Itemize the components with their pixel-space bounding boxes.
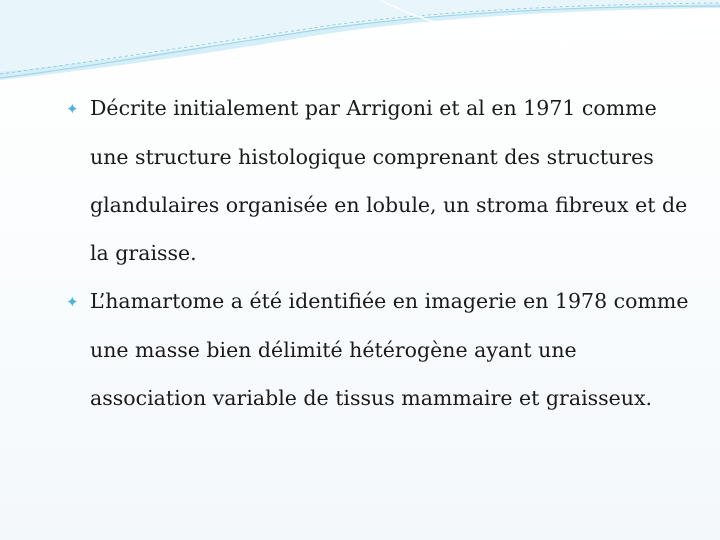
- bullet-item-1: [66, 84, 698, 277]
- header-wave-decoration: [0, 0, 720, 90]
- diamond-bullet-icon: ✦: [66, 100, 79, 118]
- slide-content: [48, 84, 698, 422]
- bullet-text-2: L’hamartome a été identifiée en imagerie en 1978 comme une masse bien délimité hétérogène ayant une association variable de tissus mammaire et graisseux.: [90, 289, 689, 410]
- diamond-bullet-icon: ✦: [66, 293, 79, 311]
- bullet-text-1: Décrite initialement par Arrigoni et al en 1971 comme une structure histologique comprenant des structures glandulaires organisée en lobule, un stroma fibreux et de la graisse.: [90, 96, 688, 265]
- bullet-item-2: [66, 277, 698, 422]
